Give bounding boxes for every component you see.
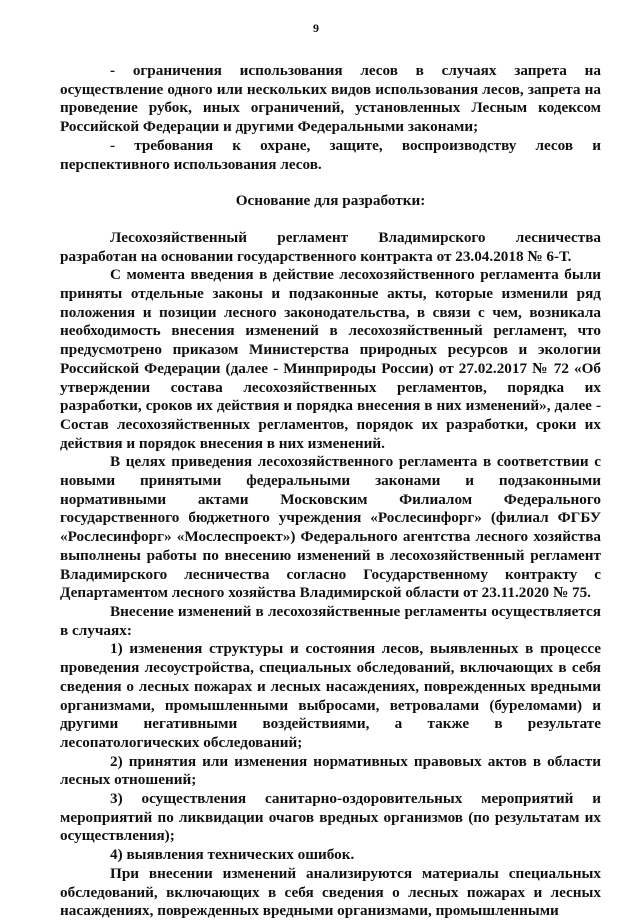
paragraph: В целях приведения лесохозяйственного регламента в соответствии с новыми принятыми федеральными законами и подзаконными нормативными актами Московским Филиалом Федерального государственного бюджетного учреждения «Рослесинфорг» (филиал ФГБУ «Рослесинфорг» «Мослеспроект») Федерального агентства лесного хозяйства выполнены работы по внесению изменений в лесохозяйственный регламент Владимирского лесничества согласно Государственному контракту с Департаментом лесного хозяйства Владимирской области от 23.11.2020 № 75. <box>60 453 601 602</box>
intro-item: - требования к охране, защите, воспроизводству лесов и перспективного использования лесов. <box>60 136 601 173</box>
case-item: 4) выявления технических ошибок. <box>110 846 355 864</box>
closing-paragraph: При внесении изменений анализируются материалы специальных обследований, включающих в себя сведения о лесных пожарах и лесных насаждениях, поврежденных вредными организмами, промышленными <box>60 864 601 920</box>
document-body <box>60 62 601 921</box>
paragraph: Внесение изменений в лесохозяйственные регламенты осуществляется в случаях: <box>60 602 601 639</box>
page-number: 9 <box>313 21 319 35</box>
section-heading: Основание для разработки: <box>235 192 426 210</box>
paragraph: Лесохозяйственный регламент Владимирского лесничества разработан на основании государственного контракта от 23.04.2018 № 6-Т. <box>60 228 601 265</box>
case-item: 1) изменения структуры и состояния лесов, выявленных в процессе проведения лесоустройства, специальных обследований, включающих в себя сведения о лесных пожарах и лесных насаждениях, поврежденных вредными организмами, промышленными выбросами, ветровалами (буреломами) и другими негативными воздействиями, а также в результате лесопатологических обследований; <box>60 640 601 751</box>
intro-item: - ограничения использования лесов в случаях запрета на осуществление одного или нескольких видов использования лесов, запрета на проведение рубок, иных ограничений, установленных Лесным кодексом Российской Федерации и другими Федеральными законами; <box>60 62 601 136</box>
paragraph: С момента введения в действие лесохозяйственного регламента были приняты отдельные законы и подзаконные акты, которые изменили ряд положения и позиции лесного законодательства, в связи с чем, возникала необходимость внесения изменений в лесохозяйственный регламент, что предусмотрено приказом Министерства природных ресурсов и экологии Российской Федерации (далее - Минприроды России) от 27.02.2017 № 72 «Об утверждении состава лесохозяйственных регламентов, порядка их разработки, сроков их действия и порядка внесения в них изменений», далее - Состав лесохозяйственных регламентов, порядок их разработки, сроки их действия и порядок внесения в них изменений. <box>60 266 601 452</box>
case-item: 3) осуществления санитарно-оздоровительных мероприятий и мероприятий по ликвидации очагов вредных организмов (по результатам их осуществления); <box>60 790 601 845</box>
case-item: 2) принятия или изменения нормативных правовых актов в области лесных отношений; <box>60 752 601 789</box>
